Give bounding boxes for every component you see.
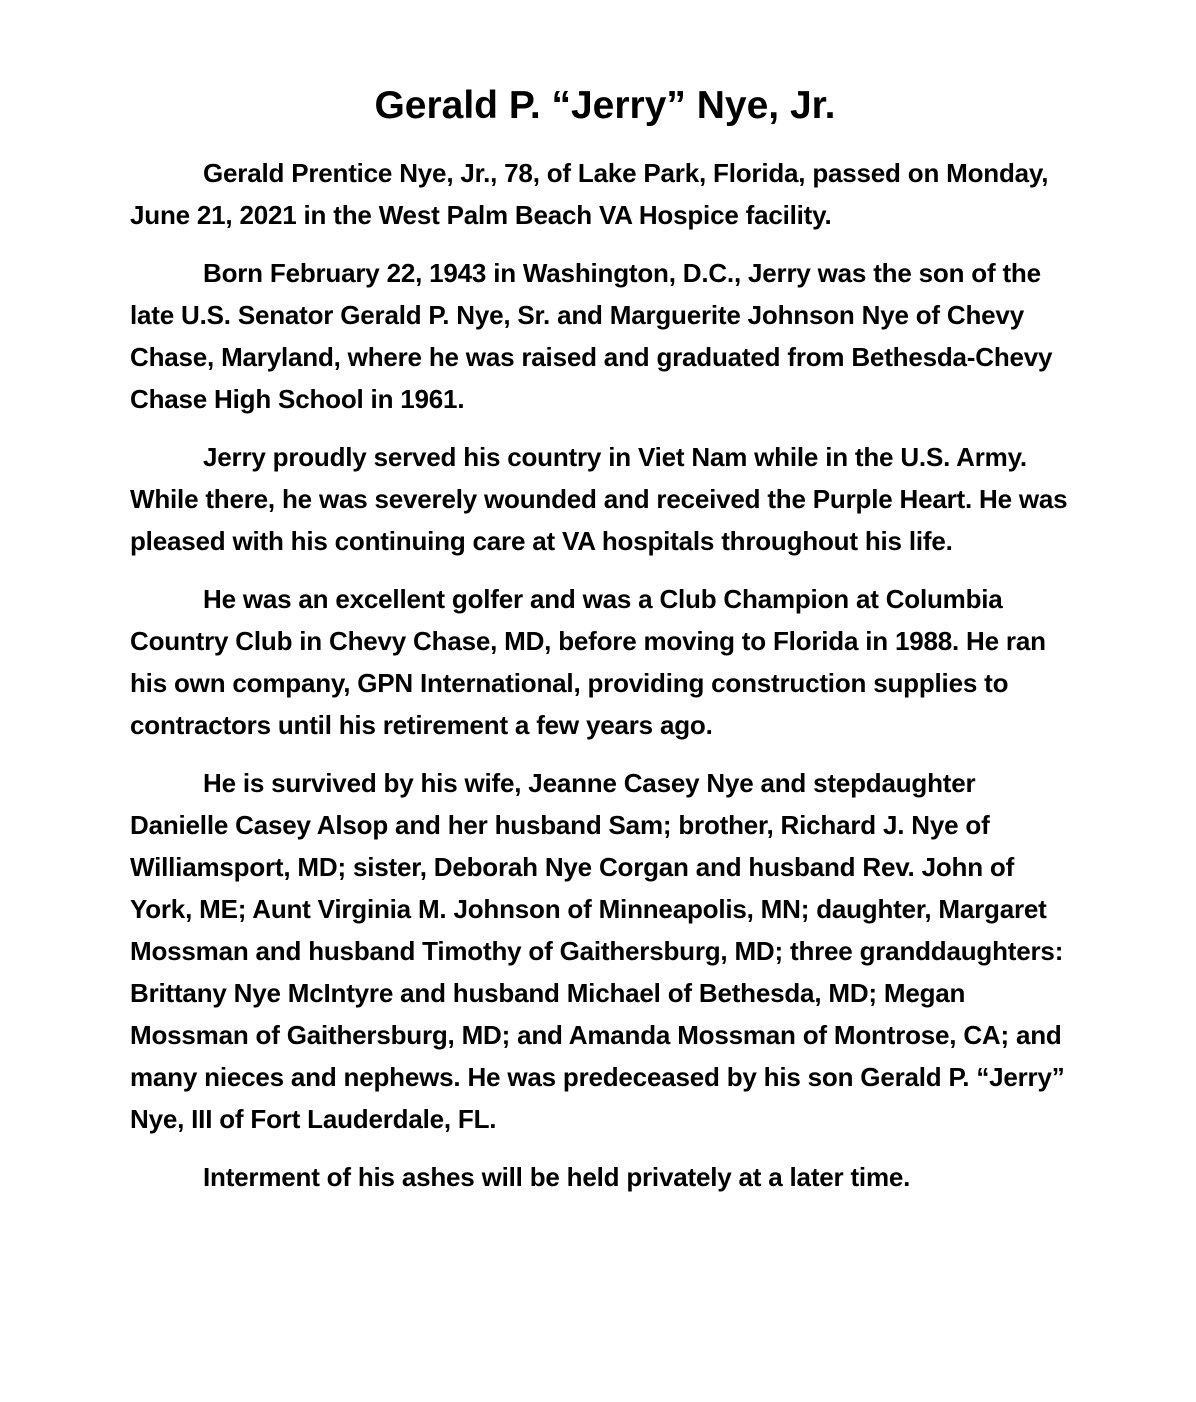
paragraph-military-service: Jerry proudly served his country in Viet Nam while in the U.S. Army. While there, he was severely wounded and received the Purple Heart. He was pleased with his continuing care at VA hospitals throughout his life. [130,442,1068,556]
paragraph-survivors: He is survived by his wife, Jeanne Casey Nye and stepdaughter Danielle Casey Alsop and her husband Sam; brother, Richard J. Nye of Williamsport, MD; sister, Deborah Nye Corgan and husband Rev. John of York, ME; Aunt Virginia M. Johnson of Minneapolis, MN; daughter, Margaret Mossman and husband Timothy of Gaithersburg, MD; three granddaughters: Brittany Nye McIntyre and husband Michael of Bethesda, MD; Megan Mossman of Gaithersburg, MD; and Amanda Mossman of Montrose, CA; and many nieces and nephews. He was predeceased by his son Gerald P. “Jerry” Nye, III of Fort Lauderdale, FL. [130,768,1065,1134]
paragraph-early-life: Born February 22, 1943 in Washington, D.C., Jerry was the son of the late U.S. Senator Gerald P. Nye, Sr. and Marguerite Johnson Nye of Chevy Chase, Maryland, where he was raised and graduated from Bethesda-Chevy Chase High School in 1961. [130,258,1053,414]
obituary-page [130,84,1080,1198]
paragraph-career: He was an excellent golfer and was a Club Champion at Columbia Country Club in Chevy Chase, MD, before moving to Florida in 1988. He ran his own company, GPN International, providing construction supplies to contractors until his retirement a few years ago. [130,584,1046,740]
paragraph-death-notice: Gerald Prentice Nye, Jr., 78, of Lake Park, Florida, passed on Monday, June 21, 2021 in the West Palm Beach VA Hospice facility. [130,158,1049,230]
obituary-title: Gerald P. “Jerry” Nye, Jr. [374,84,836,127]
paragraph-interment: Interment of his ashes will be held privately at a later time. [203,1162,911,1192]
